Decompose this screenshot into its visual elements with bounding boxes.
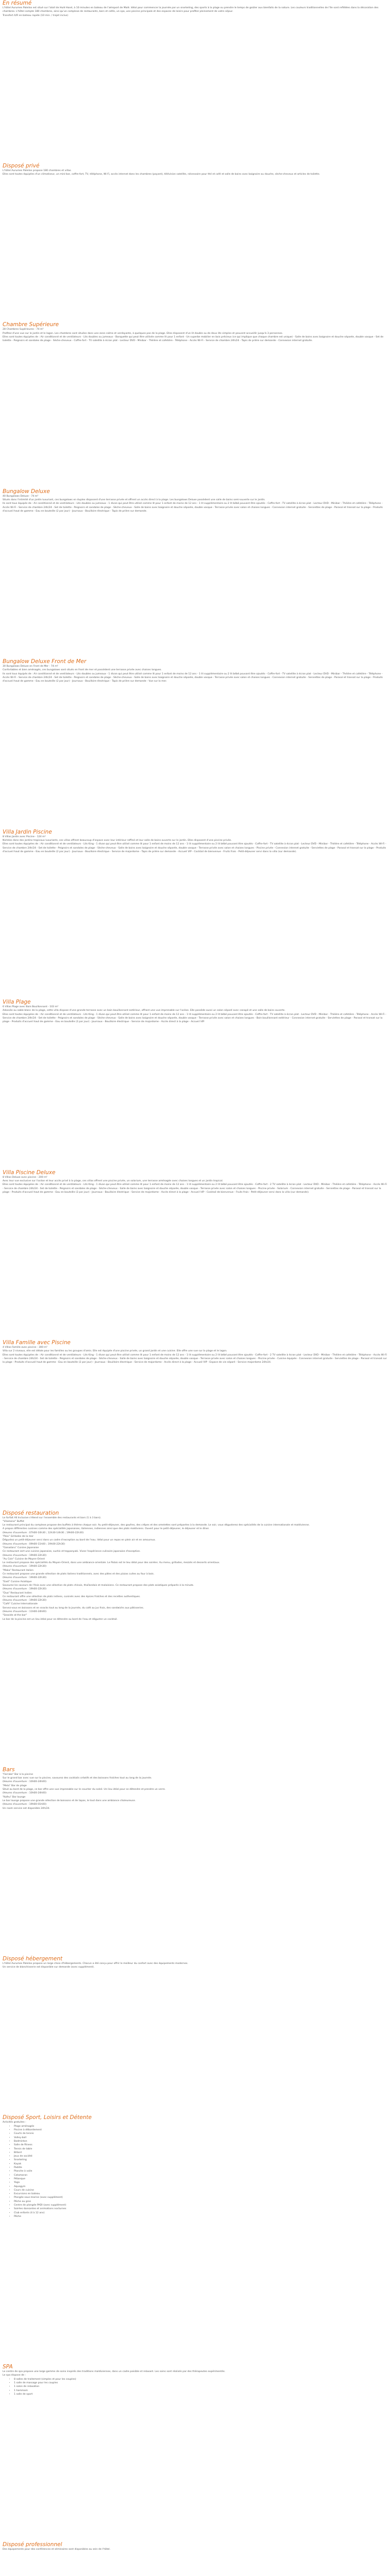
list-item: • Yoga <box>14 2181 388 2184</box>
section-title: Chambre Supérieure <box>3 321 59 328</box>
paragraph: Ce restaurant sert une cuisine japonaise, sushis et teppanyaki. Vivez l'expérience culinaire japonaise d'exception. <box>3 1550 141 1553</box>
paragraph: (Heures d'ouverture : 19h00-22h30) <box>3 1565 46 1568</box>
paragraph: "Vilamene" Buffet <box>3 1520 24 1523</box>
paragraph: A propos différentes cuisines comme des spécialités japonaises, italiennes, indiennes ainsi que des plats maldiviens. Ouvert pour le petit-déjeuner, le déjeuner et le dîner. <box>3 1528 209 1531</box>
section <box>3 2541 388 2551</box>
section-title: Disposé hébergement <box>3 1955 62 1962</box>
section-title: Villa Famille avec Piscine <box>3 1340 71 1346</box>
section <box>3 1956 388 1970</box>
section <box>3 1340 388 1364</box>
section <box>3 999 388 1024</box>
paragraph: Elles sont toutes équipées de : Air conditionné et de ventilateurs - Lits King - 1 divan qui peut être utilisé comme lit pour 1 enfant de moins de 12 ans - 1 lit supplémentaire ou 2 lit bébé pouvant être ajoutés - Coffre-fort - 2 TV satellite à écran plat - Lecteur DVD - Minibar - Théière et cafetière - Téléphone - Accès Wi-Fi - Service de chambre 24h/24 - Set de toilette - Peignoirs et sandales de plage - Sèche-cheveux - Salle de bains avec baignoire et douche séparée, double vasque - Terrasse privée avec salon et chaises longues - Piscine privée - Solarium - Connexion internet gratuite - Serviettes de plage - Parasol et transat sur la plage - Produits d'accueil haut de gamme - Eau en bouteille (2 par jour) - Journaux - Bouilloire électrique - Service de majordome - Accès direct à la plage - Accueil VIP - Cocktail de bienvenue - Fruits frais - Petit-déjeuner servi dans la villa (sur demande). <box>3 1183 387 1194</box>
paragraph: "Palu" Grillades de la mer <box>3 1535 34 1538</box>
paragraph: 28 Chambres Supérieures - 74 m² <box>3 328 44 331</box>
section <box>3 829 388 854</box>
paragraph: "Au Coin" Cuisine de Moyen-Orient <box>3 1557 45 1561</box>
list-item: • Planche à voile <box>14 2170 388 2173</box>
paragraph: (Heures d'ouverture : 09h00-11h00 ; 19h00-22h30) <box>3 1543 65 1546</box>
paragraph: Des équipements pour des conférences et séminaires sont disponibles au sein de l'hôtel. <box>3 2548 111 2551</box>
paragraph: (Heures d'ouverture : 19h00-22h30) <box>3 1588 46 1591</box>
paragraph: 6 Villas Plage avec Bain Bouillonnant - 103 m² <box>3 1006 59 1009</box>
paragraph: L'hôtel Aurumes Paleilos propose 180 chambres et villas. <box>3 169 72 172</box>
paragraph: L'hôtel Aurumes Paleilos est situé sur l'atoll de Hulé Hané, à 10 minutes en bateau de l'aéroport de Malé. Idéal pour commencer la journée par un snorkeling, des sports à la plage ou prendre le temps de goûter aux bienfaits de la nature. Les couleurs traditionnelles de l'île sont reflétées dans la décoration des chambres. L'hôtel compte 180 chambres, ainsi qu'un complexe de restaurants, bars et cafés, un spa, une piscine principale et des espaces de loisirs pour profiter pleinement de votre séjour. <box>3 7 379 13</box>
section-title: Bungalow Deluxe Front de Mer <box>3 658 87 665</box>
list-item: • Paddle <box>14 2166 388 2170</box>
paragraph: Le centre de spa propose une large gamme de soins inspirés des traditions maldiviennes, dans un cadre paisible et relaxant. Les soins sont réalisés par des thérapeutes expérimentés. <box>3 2370 225 2374</box>
paragraph: "Seaside at the bar" <box>3 1614 27 1617</box>
paragraph: Servez-vous en boissons et en snacks tout au long de la journée, du café au jus frais, des sandwichs aux pâtisseries. <box>3 1606 144 1609</box>
list-item: • Courts de tennis <box>14 2132 388 2136</box>
list-item: • 1 salle de massage pour les couples <box>14 2381 388 2385</box>
section-title: Disposé privé <box>3 162 40 169</box>
paragraph: Elles sont toutes équipées de : Air conditionné et de ventilateurs - Lits King - 1 divan qui peut être utilisé comme lit pour 1 enfant de moins de 12 ans - 1 lit supplémentaire ou 2 lit bébé pouvant être ajoutés - Coffre-fort - TV satellite à écran plat - Lecteur DVD - Minibar - Théière et cafetière - Téléphone - Accès Wi-Fi - Service de chambre 24h/24 - Set de toilette - Peignoirs et sandales de plage - Sèche-cheveux - Salle de bains avec baignoire et douche séparée, double vasque - Terrasse privée avec salon et chaises longues - Piscine privée - Connexion internet gratuite - Serviettes de plage - Parasol et transat sur la plage - Produits d'accueil haut de gamme - Eau en bouteille (2 par jour) - Journaux - Bouilloire électrique - Service de majordome - Tapis de prière sur demande - Accueil VIP - Cocktail de bienvenue - Fruits frais - Petit-déjeuner servi dans la villa (sur demande). <box>3 843 386 853</box>
section <box>3 163 388 177</box>
section-title: Disposé restauration <box>3 1510 59 1516</box>
paragraph: 40 Bungalows Deluxe - 74 m² <box>3 495 39 498</box>
section-title: Villa Plage <box>3 999 31 1006</box>
paragraph: Ce restaurant propose une grande sélection de plats italiens traditionnels, avec des pâtes et des pizzas cuites au four à bois. <box>3 1573 155 1576</box>
section <box>3 488 388 513</box>
paragraph: Confortables et bien aménagés, ces bungalows sont situés en front de mer et possèdent une terrasse privée avec chaises longues. <box>3 669 162 672</box>
list-item: • Cours de cuisine <box>14 2189 388 2192</box>
paragraph: Elles sont toutes équipées d'un climatiseur, un mini-bar, coffre-fort, TV, téléphone, Wi-Fi, accès internet dans les chambres (payant), télévision satellite, nécessaire pour thé et café et salle de bains avec baignoire ou douche, sèche-cheveux et articles de toilette. <box>3 173 320 176</box>
paragraph: 8 Villas Jardin avec Piscine - 124 m² <box>3 835 46 838</box>
section <box>3 2364 388 2396</box>
paragraph: "Dua" Restaurant Indien <box>3 1591 32 1595</box>
section-title: SPA <box>3 2364 13 2370</box>
section <box>3 1170 388 1194</box>
list-item: • Pêche au gros <box>14 2200 388 2204</box>
section-title: Disposé professionnel <box>3 2541 62 2548</box>
paragraph: Sur le grand bar avec vue sur la piscine, savourez des cocktails créatifs et des boissons fraîches tout au long de la journée. <box>3 1777 152 1780</box>
paragraph: Ils sont tous équipés de : Air conditionné et de ventilateurs - Lits doubles ou jumeaux - 1 divan qui peut être utilisé comme lit pour 1 enfant de moins de 12 ans - 1 lit supplémentaire ou 2 lit bébé pouvant être ajoutés - Coffre-fort - TV satellite à écran plat - Lecteur DVD - Minibar - Théière et cafetière - Téléphone - Accès Wi-Fi - Service de chambre 24h/24 - Set de toilette - Peignoirs et sandales de plage - Sèche-cheveux - Salle de bains avec baignoire et douche séparée, double vasque - Terrasse privée avec salon et chaises longues - Connexion internet gratuite - Serviettes de plage - Parasol et transat sur la plage - Produits d'accueil haut de gamme - Eau en bouteille (2 par jour) - Journaux - Bouilloire électrique - Tapis de prière sur demande. <box>3 502 383 513</box>
paragraph: Le restaurant principal du complexe propose des buffets à thème chaque soir. Au petit-déjeuner, des gaufres, des crêpes et des omelettes sont préparées à la demande. Le soir, vous dégusterez des spécialités de la cuisine internationale et maldivienne. <box>3 1524 310 1527</box>
section-title: Disposé Sport, Loisirs et Détente <box>3 2114 92 2121</box>
paragraph: Ils sont tous équipés de : Air conditionné et de ventilateurs - Lits doubles ou jumeaux - 1 divan qui peut être utilisé comme lit pour 1 enfant de moins de 12 ans - 1 lit supplémentaire ou 2 lit bébé pouvant être ajoutés - Coffre-fort - TV satellite à écran plat - Lecteur DVD - Minibar - Théière et cafetière - Téléphone - Accès Wi-Fi - Service de chambre 24h/24 - Set de toilette - Peignoirs et sandales de plage - Sèche-cheveux - Salle de bains avec baignoire et douche séparée, double vasque - Terrasse privée avec salon et chaises longues - Connexion internet gratuite - Serviettes de plage - Parasol et transat sur la plage - Produits d'accueil haut de gamme - Eau en bouteille (2 par jour) - Journaux - Bouilloire électrique - Tapis de prière sur demande - Vue sur la mer. <box>3 672 383 683</box>
list-item: • Piscine à débordement <box>14 2128 388 2132</box>
paragraph: (Heures d'ouverture : 19h00-01h00) <box>3 1803 46 1806</box>
paragraph: (Heures d'ouverture : 07h00-10h30 ; 12h30-14h30 ; 19h00-22h30) <box>3 1531 84 1534</box>
paragraph: Le forfait All Inclusive s'étend sur l'ensemble des restaurants et bars (1 à 3 bars). <box>3 1516 102 1519</box>
list-item: • Pêche <box>14 2215 388 2218</box>
paragraph: "Maka" Restaurant italien <box>3 1569 34 1572</box>
paragraph: Elles sont toutes équipées de : Air conditionné et de ventilateurs - Lits King - 1 divan qui peut être utilisé comme lit pour 1 enfant de moins de 12 ans - 1 lit supplémentaire ou 2 lit bébé pouvant être ajoutés - Coffre-fort - 2 TV satellite à écran plat - Lecteur DVD - Minibar - Théière et cafetière - Téléphone - Accès Wi-Fi - Service de chambre 24h/24 - Set de toilette - Peignoirs et sandales de plage - Sèche-cheveux - Salle de bains avec baignoire et douche séparée, double vasque - Terrasse privée avec salon et chaises longues - Piscine privée - Cuisine équipée - Connexion internet gratuite - Serviettes de plage - Parasol et transat sur la plage - Produits d'accueil haut de gamme - Eau en bouteille (2 par jour) - Journaux - Bouilloire électrique - Service de majordome - Accès direct à la plage - Accueil VIP - Espace de vie séparé - Service majordome 24h/24. <box>3 1353 387 1364</box>
paragraph: Situé au bord de la plage, ce bar offre une vue imprenable sur le coucher du soleil. Un lieu idéal pour se détendre et prendre un verre. <box>3 1788 166 1791</box>
paragraph: Un service de blanchisserie est disponible sur demande (avec supplément). <box>3 1966 95 1969</box>
list-item: • Plongée sous-marine (avec supplément) <box>14 2196 388 2199</box>
paragraph: Le bar lounge propose une grande sélection de boissons et de tapas, le tout dans une ambiance chaleureuse. <box>3 1799 136 1802</box>
paragraph: "Mela" Bar de plage <box>3 1784 27 1787</box>
paragraph: "Café" Cuisine Internationale <box>3 1603 38 1606</box>
paragraph: 4 Villas Famille avec piscine - 300 m² <box>3 1346 47 1349</box>
paragraph: "East" Cuisine Asiatique <box>3 1580 32 1583</box>
paragraph: Nichées dans des jardins tropicaux luxuriants, ces villas offrent beaucoup d'espace avec leur intérieur raffiné et leur salle de bains ouverte sur le jardin. Elles disposent d'une piscine privée. <box>3 839 232 842</box>
list-item: • Salle de fitness <box>14 2143 388 2147</box>
list-item: • Centre de plongée PADI (avec supplément) <box>14 2204 388 2207</box>
paragraph: L'hôtel Aurumes Paleilos propose un large choix d'hébergements. Chacun a été conçu pour offrir le meilleur du confort avec des équipements modernes. <box>3 1962 188 1965</box>
paragraph: Avec leur vue exclusive sur l'océan et leur accès privé à la plage, ces villas offrent une piscine privée, un solarium, une terrasse aménagée avec chaises longues et un jardin tropical. <box>3 1179 223 1182</box>
paragraph: Profitez d'une vue sur le jardin et le lagon. Les chambres sont situées dans une zone calme et verdoyante, à quelques pas de la plage. Elles disposent d'un lit double ou de deux lits simples et peuvent accueillir jusqu'à 3 personnes. <box>3 332 283 335</box>
paragraph: Transfert A/R en bateau rapide (10 min. / trajet inclus) <box>3 14 69 17</box>
list-item: • Jeux de société <box>14 2155 388 2158</box>
list-item: • Catamaran <box>14 2174 388 2177</box>
paragraph: (Heures d'ouverture : 10h00-24h00) <box>3 1792 46 1795</box>
paragraph: Situés dans l'intimité d'un jardin luxuriant, ces bungalows en duplex disposent d'une terrasse privée et offrent un accès direct à la plage. Les bungalows Deluxe possèdent une salle de bains semi-ouverte sur le jardin. <box>3 498 266 501</box>
paragraph: "Kolhu" Bar lounge <box>3 1795 26 1799</box>
paragraph: "Ganadaru" Cuisine Japonaise <box>3 1546 39 1549</box>
paragraph: Adossée au sable blanc de la plage, cette villa dispose d'une grande terrasse avec un bain bouillonnant extérieur, offrant une vue imprenable sur l'océan. Elle possède aussi un salon séparé avec canapé et une salle de bains ouverte. <box>3 1009 285 1012</box>
paragraph: Savourez les saveurs de l'Asie avec une sélection de plats chinois, thaïlandais et malaisiens. Ce restaurant propose des plats asiatiques préparés à la minute. <box>3 1584 194 1587</box>
list-item: • 1 hammam <box>14 2389 388 2393</box>
section-title: En résumé <box>3 0 32 6</box>
paragraph: (Heures d'ouverture : 19h00-22h30) <box>3 1577 46 1580</box>
paragraph: Elles sont toutes équipées de : Air conditionné et de ventilateurs - Lits doubles ou jumeaux - Banquette qui peut être utilisée comme lit pour 1 enfant - Un superbe mobilier en bois précieux (ce qui implique que chaque chambre est unique) - Salle de bains avec baignoire et douche séparée, double vasque - Set de toilette - Peignoirs et sandales de plage - Sèche-cheveux - Coffre-fort - TV satellite à écran plat - Lecteur DVD - Minibar - Théière et cafetière - Téléphone - Accès Wi-Fi - Service de chambre 24h/24 - Tapis de prière sur demande - Connexion internet gratuite. <box>3 336 384 343</box>
section-title: Villa Piscine Deluxe <box>3 1169 56 1176</box>
paragraph: 8 Villas Deluxe avec piscine - 200 m² <box>3 1176 47 1179</box>
list-item: • Plage aménagée <box>14 2125 388 2128</box>
paragraph: Villa sur 2 niveaux, elle est idéale pour les familles ou les groupes d'amis. Elle est équipée d'une piscine privée, un grand jardin et une cuisine. Elle offre une vue sur la plage et le lagon. <box>3 1350 227 1353</box>
list-item: • Billard <box>14 2151 388 2155</box>
paragraph: Dégustez un petit-déjeuner servi dans un cadre d'exception au bord de l'eau. Idéal pour un repas en plein air et en amoureux. <box>3 1539 156 1542</box>
section-title: Bungalow Deluxe <box>3 488 50 495</box>
paragraph: (Heures d'ouverture : 11h00-24h00) <box>3 1611 46 1613</box>
section-title: Bars <box>3 1766 15 1773</box>
list-item: • Snorkeling <box>14 2158 388 2162</box>
paragraph: (Heures d'ouverture : 10h00-24h00) <box>3 1781 46 1784</box>
list-item: • Soirées dansantes et animations nocturnes <box>14 2207 388 2211</box>
list-item: • Club enfants (4 à 12 ans) <box>14 2211 388 2215</box>
section <box>3 0 388 18</box>
list-item: • Pétanque <box>14 2177 388 2181</box>
list-item: • 1 salle de sport <box>14 2393 388 2396</box>
list-item: • Excursions en bateau <box>14 2192 388 2196</box>
paragraph: Le bar de la piscine est un lieu idéal pour se détendre au bord de l'eau et déguster un cocktail. <box>3 1618 118 1621</box>
list-item: • Badminton <box>14 2140 388 2143</box>
paragraph: (Heures d'ouverture : 19h00-22h30) <box>3 1554 46 1557</box>
paragraph: "Farrake" Bar à la piscine <box>3 1773 34 1776</box>
section <box>3 321 388 343</box>
paragraph: Le spa dispose de : <box>3 2374 26 2377</box>
bullet-list <box>3 2378 388 2396</box>
list-item: • Aquagym <box>14 2185 388 2189</box>
paragraph: Le restaurant propose des spécialités du Moyen-Orient, dans une ambiance orientale. Le Palais est le lieu idéal pour des soirées. Au menu, grillades, mezzés et desserts orientaux. <box>3 1562 220 1565</box>
list-item: • 8 salles de traitement (simples et pour les couples) <box>14 2378 388 2381</box>
paragraph: (Heures d'ouverture : 19h00-22h30) <box>3 1599 46 1602</box>
paragraph: Un room service est disponible 24h/24. <box>3 1807 50 1810</box>
list-item: • Volley-ball <box>14 2136 388 2140</box>
section-title: Villa Jardin Piscine <box>3 828 52 835</box>
paragraph: Ce restaurant offre une sélection de plats indiens, cuisinés avec des épices fraîches et des recettes authentiques. <box>3 1595 141 1598</box>
section <box>3 1510 388 1621</box>
list-item: • Tennis de table <box>14 2147 388 2151</box>
section <box>3 1767 388 1810</box>
paragraph: 30 Bungalows Deluxe en Front de Mer - 74 m² <box>3 665 58 668</box>
section <box>3 2114 388 2218</box>
paragraph: Activités gratuites : <box>3 2121 26 2124</box>
section <box>3 658 388 683</box>
paragraph: Elles sont toutes équipées de : Air conditionné et de ventilateurs - Lits King - 1 divan qui peut être utilisé comme lit pour 1 enfant de moins de 12 ans - 1 lit supplémentaire ou 2 lit bébé pouvant être ajoutés - Coffre-fort - TV satellite à écran plat - Lecteur DVD - Minibar - Théière et cafetière - Téléphone - Accès Wi-Fi - Service de chambre 24h/24 - Set de toilette - Peignoirs et sandales de plage - Sèche-cheveux - Salle de bains avec baignoire et douche séparée, double vasque - Terrasse privée avec salon et chaises longues - Bain bouillonnant extérieur - Connexion internet gratuite - Serviettes de plage - Parasol et transat sur la plage - Produits d'accueil haut de gamme - Eau en bouteille (2 par jour) - Journaux - Bouilloire électrique - Service de majordome - Accès direct à la plage - Accueil VIP. <box>3 1013 386 1024</box>
bullet-list <box>3 2125 388 2218</box>
list-item: • 1 salon de relaxation <box>14 2385 388 2388</box>
list-item: • Kayak <box>14 2162 388 2166</box>
